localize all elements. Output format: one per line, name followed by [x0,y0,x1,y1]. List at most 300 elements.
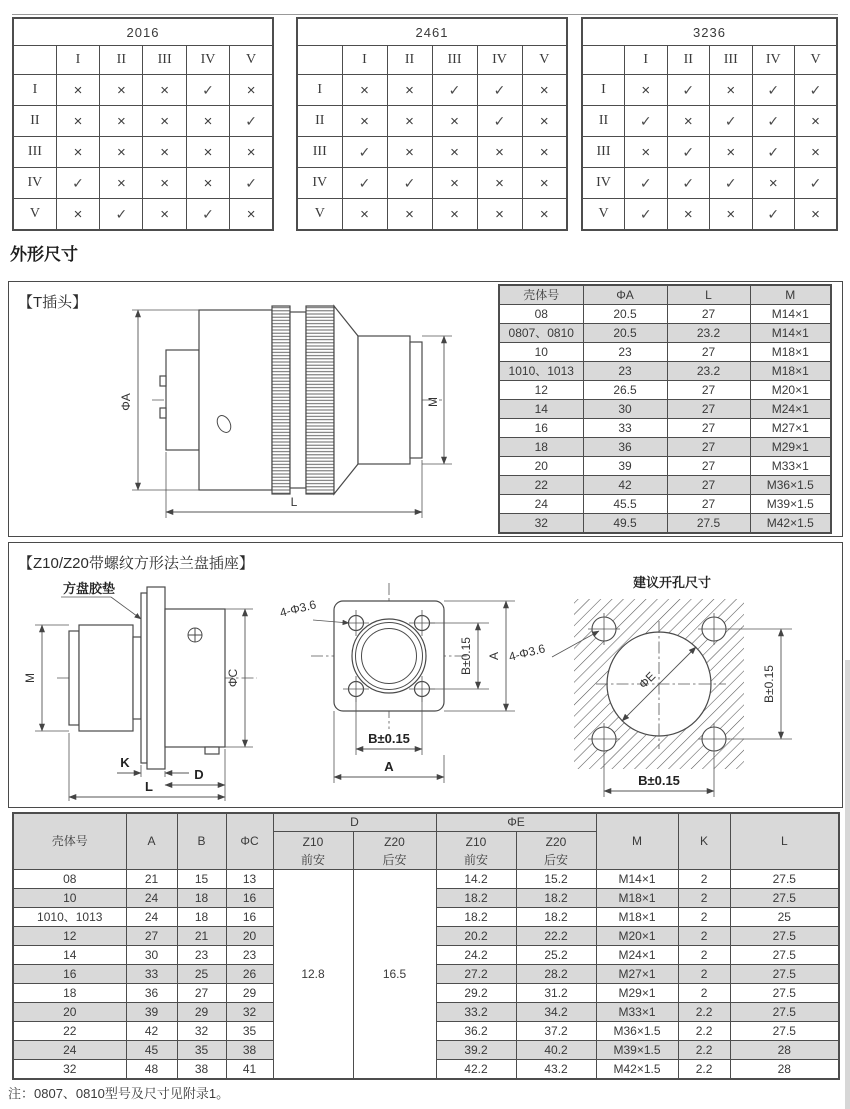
cross-mark: × [342,75,387,106]
check-mark: ✓ [432,75,477,106]
matrix-row-header: I [582,75,625,106]
table-cell: 27.2 [436,965,516,984]
matrix-col-header: I [342,46,387,75]
column-header-phiC: ΦC [226,813,273,870]
table-cell: 22 [13,1022,126,1041]
hole-callout-label: 4-Φ3.6 [278,597,318,620]
table-cell: 08 [499,305,583,324]
check-mark: ✓ [625,168,668,199]
table-cell: 33.2 [436,1003,516,1022]
cross-mark: × [477,199,522,231]
column-header-l: L [730,813,839,870]
cross-mark: × [186,106,229,137]
table-cell: 23 [583,362,667,381]
cross-mark: × [710,199,753,231]
cross-mark: × [56,199,99,231]
cross-mark: × [625,137,668,168]
table-cell: 24.2 [436,946,516,965]
table-cell: 16 [499,419,583,438]
table-cell: M20×1 [596,927,678,946]
check-mark: ✓ [752,199,795,231]
table-cell: 42.2 [436,1060,516,1080]
table-cell: 27 [667,305,750,324]
table-cell: 39.2 [436,1041,516,1060]
panel-cutout-drawing [504,571,834,803]
matrix-corner-cell [582,46,625,75]
table-cell: 10 [13,889,126,908]
table-cell: 23.2 [667,362,750,381]
table-cell: 35 [177,1041,226,1060]
table-cell: 2.2 [678,1060,730,1080]
table-cell: 23 [177,946,226,965]
table-cell: 29 [177,1003,226,1022]
table-cell: 2 [678,927,730,946]
table-cell: 36 [126,984,177,1003]
matrix-col-header: IV [477,46,522,75]
table-cell: 12 [499,381,583,400]
table-cell: 35 [226,1022,273,1041]
table-cell: 27.5 [730,1003,839,1022]
column-header-a: A [126,813,177,870]
dim-label-d: D [194,767,204,782]
table-cell: M27×1 [750,419,831,438]
table-cell: 23.2 [667,324,750,343]
matrix-title: 2016 [13,18,273,46]
table-cell: 21 [177,927,226,946]
table-cell: 14.2 [436,870,516,889]
dim-label-a: A [384,759,394,774]
table-cell: 14 [13,946,126,965]
table-cell: M42×1.5 [596,1060,678,1080]
table-cell: 36 [583,438,667,457]
table-cell: 1010、1013 [499,362,583,381]
dim-label-l: L [145,779,153,794]
column-header-d-z20: Z20 后安 [353,832,436,870]
table-cell: 18.2 [516,889,596,908]
table-row [499,457,831,476]
cross-mark: × [143,137,186,168]
cross-mark: × [522,75,567,106]
table-row [499,419,831,438]
table-cell: 18.2 [516,908,596,927]
table-cell: 20 [499,457,583,476]
table-row [499,381,831,400]
table-cell: 33 [583,419,667,438]
column-group-phiE: ΦE [436,813,596,832]
check-mark: ✓ [186,199,229,231]
table-cell: 27 [667,381,750,400]
matrix-row-header: II [297,106,342,137]
matrix-row-header: I [297,75,342,106]
table-cell: 15 [177,870,226,889]
matrix-table-2461 [296,17,568,231]
check-mark: ✓ [477,75,522,106]
hole-callout-label: 4-Φ3.6 [507,641,547,664]
table-cell: M39×1.5 [596,1041,678,1060]
matrix-col-header: III [143,46,186,75]
cross-mark: × [432,137,477,168]
matrix-col-header: II [100,46,143,75]
table-cell: 39 [126,1003,177,1022]
matrix-row-header: IV [297,168,342,199]
table-cell: 26.5 [583,381,667,400]
table-cell: 18 [177,889,226,908]
z-socket-label: 【Z10/Z20带螺纹方形法兰盘插座】 [18,555,254,572]
check-mark: ✓ [625,106,668,137]
check-mark: ✓ [795,168,838,199]
matrix-row-header: III [582,137,625,168]
cross-mark: × [752,168,795,199]
cross-mark: × [795,137,838,168]
matrix-col-header: I [56,46,99,75]
matrix-title: 2461 [297,18,567,46]
column-header-phiE-z10: Z10 前安 [436,832,516,870]
matrix-corner-cell [297,46,342,75]
table-cell: M14×1 [750,324,831,343]
table-cell: M33×1 [750,457,831,476]
matrix-row-header: V [297,199,342,231]
table-cell: 18.2 [436,889,516,908]
check-mark: ✓ [667,137,710,168]
table-cell: 21 [126,870,177,889]
table-cell: M18×1 [596,908,678,927]
dim-label-phiA: ΦA [119,393,133,411]
cross-mark: × [56,106,99,137]
check-mark: ✓ [710,106,753,137]
matrix-row-header: III [13,137,56,168]
column-header: L [667,285,750,305]
table-cell: M36×1.5 [596,1022,678,1041]
table-cell: 42 [583,476,667,495]
cross-mark: × [186,168,229,199]
table-cell: 18 [13,984,126,1003]
cross-mark: × [100,106,143,137]
table-cell: M39×1.5 [750,495,831,514]
cross-mark: × [625,75,668,106]
table-cell: 18.2 [436,908,516,927]
table-cell: M27×1 [596,965,678,984]
table-cell: 42 [126,1022,177,1041]
t-plug-label: 【T插头】 [18,294,88,311]
matrix-col-header: IV [752,46,795,75]
table-cell: M18×1 [750,362,831,381]
table-cell: 1010、1013 [13,908,126,927]
d-z10-merged-cell: 12.8 [273,870,353,1080]
table-cell: 25 [730,908,839,927]
table-cell: M42×1.5 [750,514,831,534]
table-cell: M24×1 [750,400,831,419]
table-row [499,400,831,419]
table-cell: 30 [126,946,177,965]
matrix-row-header: V [13,199,56,231]
table-cell: M18×1 [750,343,831,362]
table-cell: 38 [177,1060,226,1080]
check-mark: ✓ [710,168,753,199]
cross-mark: × [387,75,432,106]
table-cell: 27.5 [730,870,839,889]
column-header-m: M [596,813,678,870]
table-cell: 27 [126,927,177,946]
table-cell: 27 [667,476,750,495]
z-socket-side-view-drawing [19,577,277,803]
table-cell: 08 [13,870,126,889]
table-cell: 39 [583,457,667,476]
table-cell: 27 [667,457,750,476]
cross-mark: × [100,137,143,168]
table-cell: M29×1 [750,438,831,457]
dim-label-m: M [23,673,37,683]
matrix-col-header: V [230,46,273,75]
column-header-d-z10: Z10 前安 [273,832,353,870]
d-z20-merged-cell: 16.5 [353,870,436,1080]
dim-label-l: L [290,495,298,509]
table-cell: 2 [678,965,730,984]
table-cell: 16 [226,908,273,927]
table-cell: M36×1.5 [750,476,831,495]
check-mark: ✓ [667,168,710,199]
table-cell: M20×1 [750,381,831,400]
dim-label-phiC: ΦC [226,668,240,688]
gasket-callout-label: 方盘胶垫 [63,581,116,596]
table-row [499,324,831,343]
dim-label-k: K [120,755,130,770]
table-cell: 24 [126,889,177,908]
matrix-col-header: III [710,46,753,75]
table-cell: 48 [126,1060,177,1080]
compatibility-matrices [12,14,838,231]
cross-mark: × [100,168,143,199]
table-cell: M33×1 [596,1003,678,1022]
matrix-row-header: III [297,137,342,168]
table-cell: 2 [678,870,730,889]
table-cell: 22.2 [516,927,596,946]
table-cell: 15.2 [516,870,596,889]
matrix-title: 3236 [582,18,837,46]
check-mark: ✓ [752,137,795,168]
check-mark: ✓ [477,106,522,137]
table-cell: 45.5 [583,495,667,514]
matrix-col-header: V [522,46,567,75]
table-cell: 26 [226,965,273,984]
column-header: M [750,285,831,305]
matrix-row-header: IV [13,168,56,199]
table-cell: 27.5 [730,965,839,984]
cross-mark: × [387,106,432,137]
table-cell: 0807、0810 [499,324,583,343]
table-cell: 49.5 [583,514,667,534]
check-mark: ✓ [342,168,387,199]
z-socket-dimensions-table [12,812,840,1080]
cross-mark: × [432,168,477,199]
table-cell: 20.5 [583,305,667,324]
matrix-col-header: V [795,46,838,75]
table-row [499,362,831,381]
dim-label-phiE: ΦE [636,669,659,692]
table-cell: 27 [667,400,750,419]
cross-mark: × [143,106,186,137]
cross-mark: × [667,106,710,137]
cross-mark: × [477,168,522,199]
table-cell: M14×1 [750,305,831,324]
table-cell: 25.2 [516,946,596,965]
table-cell: 27 [667,343,750,362]
cross-mark: × [143,168,186,199]
table-cell: 2 [678,984,730,1003]
check-mark: ✓ [230,106,273,137]
table-cell: 45 [126,1041,177,1060]
table-cell: 2 [678,908,730,927]
table-cell: 27 [177,984,226,1003]
table-cell: 27.5 [730,946,839,965]
column-header: 壳体号 [499,285,583,305]
check-mark: ✓ [342,137,387,168]
dim-label-b: B±0.15 [368,731,410,746]
column-header-k: K [678,813,730,870]
table-cell: 27.5 [730,927,839,946]
column-group-d: D [273,813,436,832]
cross-mark: × [342,199,387,231]
table-cell: 12 [13,927,126,946]
t-plug-section [8,281,843,537]
cross-mark: × [795,106,838,137]
matrix-col-header: II [387,46,432,75]
check-mark: ✓ [186,75,229,106]
table-cell: 27.5 [730,889,839,908]
matrix-col-header: III [432,46,477,75]
check-mark: ✓ [100,199,143,231]
z-socket-front-view-drawing [279,587,527,805]
check-mark: ✓ [387,168,432,199]
cross-mark: × [56,137,99,168]
matrix-col-header: I [625,46,668,75]
table-cell: 28 [730,1041,839,1060]
t-plug-drawing [94,290,474,528]
table-cell: 25 [177,965,226,984]
t-plug-dimensions-table [498,284,832,534]
table-cell: M18×1 [596,889,678,908]
table-cell: 33 [126,965,177,984]
table-cell: 27 [667,495,750,514]
check-mark: ✓ [752,106,795,137]
table-cell: 20.2 [436,927,516,946]
cross-mark: × [143,199,186,231]
cross-mark: × [342,106,387,137]
table-cell: 20 [13,1003,126,1022]
cross-mark: × [667,199,710,231]
table-cell: 22 [499,476,583,495]
z-socket-section [8,542,843,808]
table-cell: 32 [177,1022,226,1041]
dim-label-b: B±0.15 [638,773,680,788]
table-cell: 30 [583,400,667,419]
table-row [499,438,831,457]
check-mark: ✓ [230,168,273,199]
table-row [13,870,839,889]
cross-mark: × [100,75,143,106]
matrix-row-header: V [582,199,625,231]
section-title: 外形尺寸 [10,245,78,264]
table-cell: 10 [499,343,583,362]
column-header-b: B [177,813,226,870]
cross-mark: × [230,75,273,106]
table-cell: 18 [499,438,583,457]
table-cell: 37.2 [516,1022,596,1041]
table-cell: 29.2 [436,984,516,1003]
dim-label-m: M [426,397,440,407]
cross-mark: × [522,168,567,199]
cross-mark: × [710,137,753,168]
table-cell: 29 [226,984,273,1003]
cross-mark: × [432,106,477,137]
cross-mark: × [432,199,477,231]
table-cell: 43.2 [516,1060,596,1080]
table-cell: 2.2 [678,1003,730,1022]
table-cell: 27.5 [667,514,750,534]
dim-label-b: B±0.15 [459,637,473,675]
table-cell: 36.2 [436,1022,516,1041]
table-cell: 34.2 [516,1003,596,1022]
column-header: ΦA [583,285,667,305]
table-cell: 41 [226,1060,273,1080]
cross-mark: × [143,75,186,106]
table-cell: 28.2 [516,965,596,984]
table-cell: 16 [13,965,126,984]
cross-mark: × [795,199,838,231]
matrix-col-header: IV [186,46,229,75]
table-cell: 32 [226,1003,273,1022]
matrix-row-header: II [13,106,56,137]
matrix-row-header: I [13,75,56,106]
table-cell: M14×1 [596,870,678,889]
table-cell: 27 [667,419,750,438]
table-cell: 27.5 [730,984,839,1003]
page-scan-edge [845,660,850,1109]
dim-label-b: B±0.15 [762,665,776,703]
cross-mark: × [230,137,273,168]
table-row [499,514,831,534]
cross-mark: × [230,199,273,231]
knurl-band [272,306,290,494]
matrix-table-2016 [12,17,274,231]
dim-label-a: A [487,651,501,661]
check-mark: ✓ [795,75,838,106]
check-mark: ✓ [667,75,710,106]
column-header-shell: 壳体号 [13,813,126,870]
table-cell: 13 [226,870,273,889]
table-cell: 23 [226,946,273,965]
table-row [499,495,831,514]
cross-mark: × [186,137,229,168]
table-row [499,305,831,324]
table-cell: 24 [126,908,177,927]
cross-mark: × [522,199,567,231]
table-cell: 18 [177,908,226,927]
table-cell: 23 [583,343,667,362]
table-cell: 16 [226,889,273,908]
table-cell: 14 [499,400,583,419]
table-cell: 40.2 [516,1041,596,1060]
table-cell: 2.2 [678,1041,730,1060]
cross-mark: × [56,75,99,106]
matrix-corner-cell [13,46,56,75]
check-mark: ✓ [752,75,795,106]
table-cell: 31.2 [516,984,596,1003]
cross-mark: × [710,75,753,106]
footnote: 注：0807、0810型号及尺寸见附录1。 [8,1086,230,1101]
cross-mark: × [477,137,522,168]
cutout-title: 建议开孔尺寸 [632,575,712,590]
matrix-row-header: IV [582,168,625,199]
